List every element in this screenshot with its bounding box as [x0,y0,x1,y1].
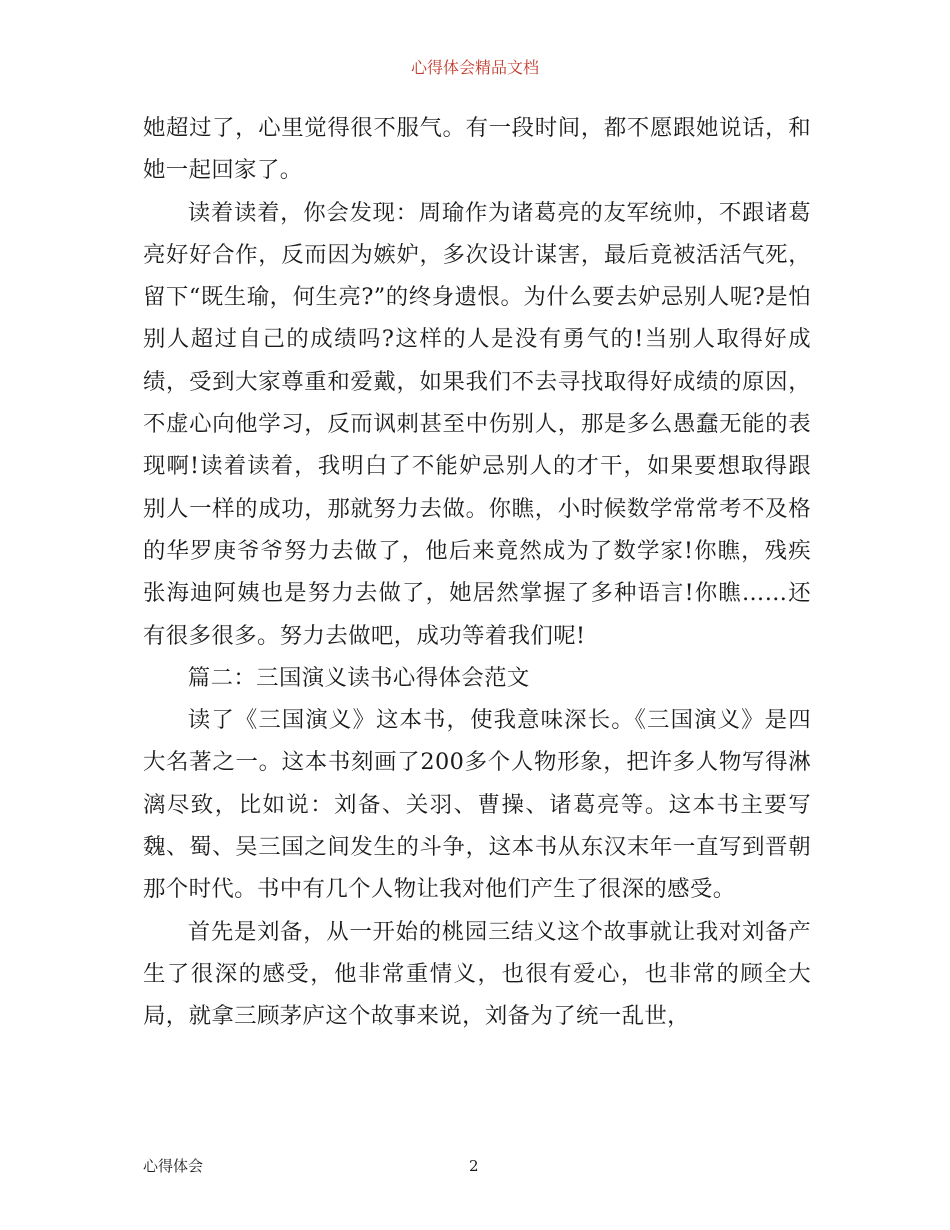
paragraph: 首先是刘备，从一开始的桃园三结义这个故事就让我对刘备产生了很深的感受，他非常重情义，也很有爱心，也非常的顾全大局，就拿三顾茅庐这个故事来说，刘备为了统一乱世， [143,918,811,1030]
footer-label: 心得体会 [143,1157,204,1175]
paragraph: 读着读着，你会发现：周瑜作为诸葛亮的友军统帅，不跟诸葛亮好好合作，反而因为嫉妒，多次设计谋害，最后竟被活活气死，留下“既生瑜，何生亮?”的终身遗恨。为什么要去妒忌别人呢?是怕别人超过自己的成绩吗?这样的人是没有勇气的!当别人取得好成绩，受到大家尊重和爱戴，如果我们不去寻找取得好成绩的原因，不虚心向他学习，反而讽刺甚至中伤别人，那是多么愚蠢无能的表现啊!读着读着，我明白了不能妒忌别人的才干，如果要想取得跟别人一样的成功，那就努力去做。你瞧，小时候数学常常考不及格的华罗庚爷爷努力去做了，他后来竟然成为了数学家!你瞧，残疾张海迪阿姨也是努力去做了，她居然掌握了多种语言!你瞧……还有很多很多。努力去做吧，成功等着我们呢! [143,199,811,649]
document-body [143,107,811,1038]
paragraph: 读了《三国演义》这本书，使我意味深长。《三国演义》是四大名著之一。这本书刻画了200多个人物形象，把许多人物写得淋漓尽致，比如说：刘备、关羽、曹操、诸葛亮等。这本书主要写魏、蜀、吴三国之间发生的斗争，这本书从东汉末年一直写到晋朝那个时代。书中有几个人物让我对他们产生了很深的感受。 [143,707,811,903]
page-number: 2 [469,1157,479,1175]
page-footer [143,1156,811,1176]
section-heading: 篇二：三国演义读书心得体会范文 [187,664,530,691]
page-header: 心得体会精品文档 [410,58,539,77]
paragraph: 她超过了，心里觉得很不服气。有一段时间，都不愿跟她说话，和她一起回家了。 [143,115,811,184]
